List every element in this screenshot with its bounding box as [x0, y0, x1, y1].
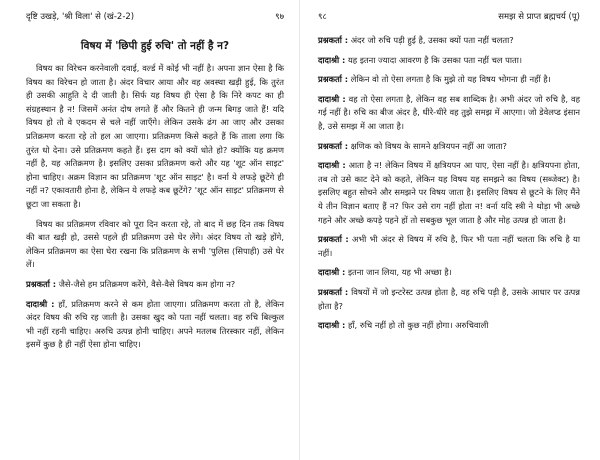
speaker-label: दादाश्री :: [318, 320, 346, 331]
dialogue-text: वह तो ऐसा लगता है, लेकिन वह सब शाब्दिक है। अभी अंदर जो रुचि है, वह गई नहीं है। रुचि का बीज अंदर है, धीरे-धीरे वह तुझे समझ में आएगा। जो डेवेलप्ड इंसान है, उसे समझ में आ जाता है।: [318, 93, 581, 131]
speaker-label: प्रश्नकर्ता :: [318, 234, 349, 245]
speaker-label: प्रश्नकर्ता :: [318, 140, 349, 151]
right-page-number: ९८: [318, 12, 327, 22]
speaker-label: प्रश्नकर्ता :: [318, 35, 349, 45]
dialogue-line: [318, 140, 580, 154]
dialogue-line: [318, 159, 580, 227]
speaker-label: प्रश्नकर्ता :: [26, 278, 57, 289]
speaker-label: दादाश्री :: [318, 267, 346, 278]
left-running-header: [26, 10, 284, 24]
dialogue-text: आता है न! लेकिन विषय में क्षत्रियपन आ पाए, ऐसा नहीं है। क्षत्रियपना होता, तब तो उसे काट देने को कहते, लेकिन यह विषय यह समझने का विषय (सब्जेक्ट) है। इसलिए बहुत सोचने और समझने पर विषय जाता है। इसलिए विषय से छूटने के लिए मैंने ये तीन विज्ञान बताए हैं न? फिर उसे राग नहीं होता न! वर्ना यदि स्त्री ने थोड़ा भी अच्छे गहने और अच्छे कपड़े पहने हों तो सबकुछ भूल जाता है और मोह उत्पन्न हो जाता है।: [318, 160, 580, 225]
body-paragraph: विषय का विरेचन करनेवाली दवाई, वर्ल्ड में कोई भी नहीं है। अपना ज्ञान ऐसा है कि विषय का विरेचन हो जाता है। अंदर विचार आया और वह अवस्था खड़ी हुई, कि तुरंत ही उसकी आहुति दे दी जाती है। सिर्फ यह विषय ही ऐसा है कि निरे कपट का ही संग्रहस्थान है न! जिसमें अनंत दोष लगते हैं और कितने ही जन्म बिगड़ जाते हैं! यदि विषय हो तो वे एकदम से चले नहीं जाएँगे। लेकिन उसके ढंग आ जाए और उसका प्रतिक्रमण करता रहे तो हल आ जाएगा। प्रतिक्रमण किसे कहते हैं कि ताला लगा कि तुरंत धो देना। उसे प्रतिक्रमण कहते हैं। इस दाग को क्यों धोते हो? क्योंकि यह क्रमण नहीं है, यह अतिक्रमण है। इसलिए उसका प्रतिक्रमण करो और यह 'शूट ऑन साइट' होना चाहिए। अक्रम विज्ञान का प्रतिक्रमण 'शूट ऑन साइट' है। वर्ना ये लफड़े छूटेंगे ही नहीं न? एकावतारी होना है, लेकिन ये लफड़े कब छूटेंगे? 'शूट ऑन साइट' प्रतिक्रमण से छूटा जा सकता है।: [26, 63, 284, 209]
dialogue-line: [318, 73, 580, 87]
dialogue-text: इतना जान लिया, यह भी अच्छा है।: [347, 267, 452, 278]
right-header-title: समझ से प्राप्त ब्रह्मचर्य (पू): [498, 12, 580, 22]
dialogue-line: [318, 266, 580, 280]
dialogue-text: विषयों में जो इन्टरेस्ट उत्पन्न होता है, वह रुचि पड़ी है, उसके आधार पर उत्पन्न होता है?: [318, 286, 580, 311]
dialogue-text: क्षणिक को विषय के सामने क्षत्रियपन नहीं आ जाता?: [350, 140, 507, 151]
dialogue-line: [26, 278, 284, 292]
right-running-header: [318, 10, 580, 24]
left-header-title: दृष्टि उखड़े, 'श्री विला' से (खं-2-2): [26, 12, 135, 22]
dialogue-text: अभी भी अंदर से विषय में रुचि है, फिर भी पता नहीं चलता कि रुचि है या नहीं।: [318, 234, 581, 258]
speaker-label: दादाश्री :: [26, 298, 55, 309]
section-heading: विषय में 'छिपी हुई रुचि' तो नहीं है न?: [80, 40, 230, 52]
dialogue-text: जैसे-जैसे हम प्रतिक्रमण करेंगे, वैसे-वैसे विषय कम होगा न?: [58, 278, 236, 289]
dialogue-line: [318, 34, 580, 48]
speaker-label: प्रश्नकर्ता :: [318, 286, 349, 297]
dialogue-line: [318, 286, 580, 313]
dialogue-text: यह इतना ज्यादा आवरण है कि उसका पता नहीं चल पाता।: [347, 54, 523, 65]
dialogue-text: अंदर जो रुचि पड़ी हुई है, उसका क्यों पता नहीं चलता?: [350, 35, 514, 45]
speaker-label: दादाश्री :: [318, 54, 346, 65]
dialogue-line: [26, 298, 284, 352]
dialogue-line: [318, 319, 580, 333]
left-page-number: ९७: [275, 12, 284, 22]
right-page: [300, 0, 600, 460]
speaker-label: प्रश्नकर्ता :: [318, 74, 349, 85]
dialogue-line: [318, 93, 580, 134]
dialogue-text: हाँ, रुचि नहीं हो तो कुछ नहीं होगा। अरुचिवाली: [347, 320, 489, 331]
dialogue-line: [318, 233, 580, 260]
speaker-label: दादाश्री :: [318, 93, 346, 104]
dialogue-line: [318, 54, 580, 68]
dialogue-text: लेकिन वो तो ऐसा लगता है कि मुझे तो यह विषय भोगना ही नहीं है।: [350, 74, 551, 85]
speaker-label: दादाश्री :: [318, 160, 346, 171]
dialogue-text: हाँ, प्रतिक्रमण करने से कम होता जाएगा। प्रतिक्रमण करता तो है, लेकिन अंदर विषय की रुचि रह जाती है। उसका खुद को पता नहीं चलता। वह रुचि बिल्कुल भी नहीं रहनी चाहिए। अरुचि उत्पन्न होनी चाहिए। अपने मतलब तिरस्कार नहीं, लेकिन इसमें कुछ है ही नहीं ऐसा होना चाहिए।: [26, 298, 284, 350]
body-paragraph: विषय का प्रतिक्रमण रविवार को पूरा दिन करता रहे, तो बाद में छह दिन तक विषय की बात खड़ी हो, उससे पहले ही प्रतिक्रमण उसे घेर लेंगे। अंदर विषय तो खड़े होंगे, लेकिन प्रतिक्रमण का ऐसा घेरा रखना कि प्रतिक्रमण के सभी 'पुलिस (सिपाही) उसे घेर लें।: [26, 218, 284, 270]
